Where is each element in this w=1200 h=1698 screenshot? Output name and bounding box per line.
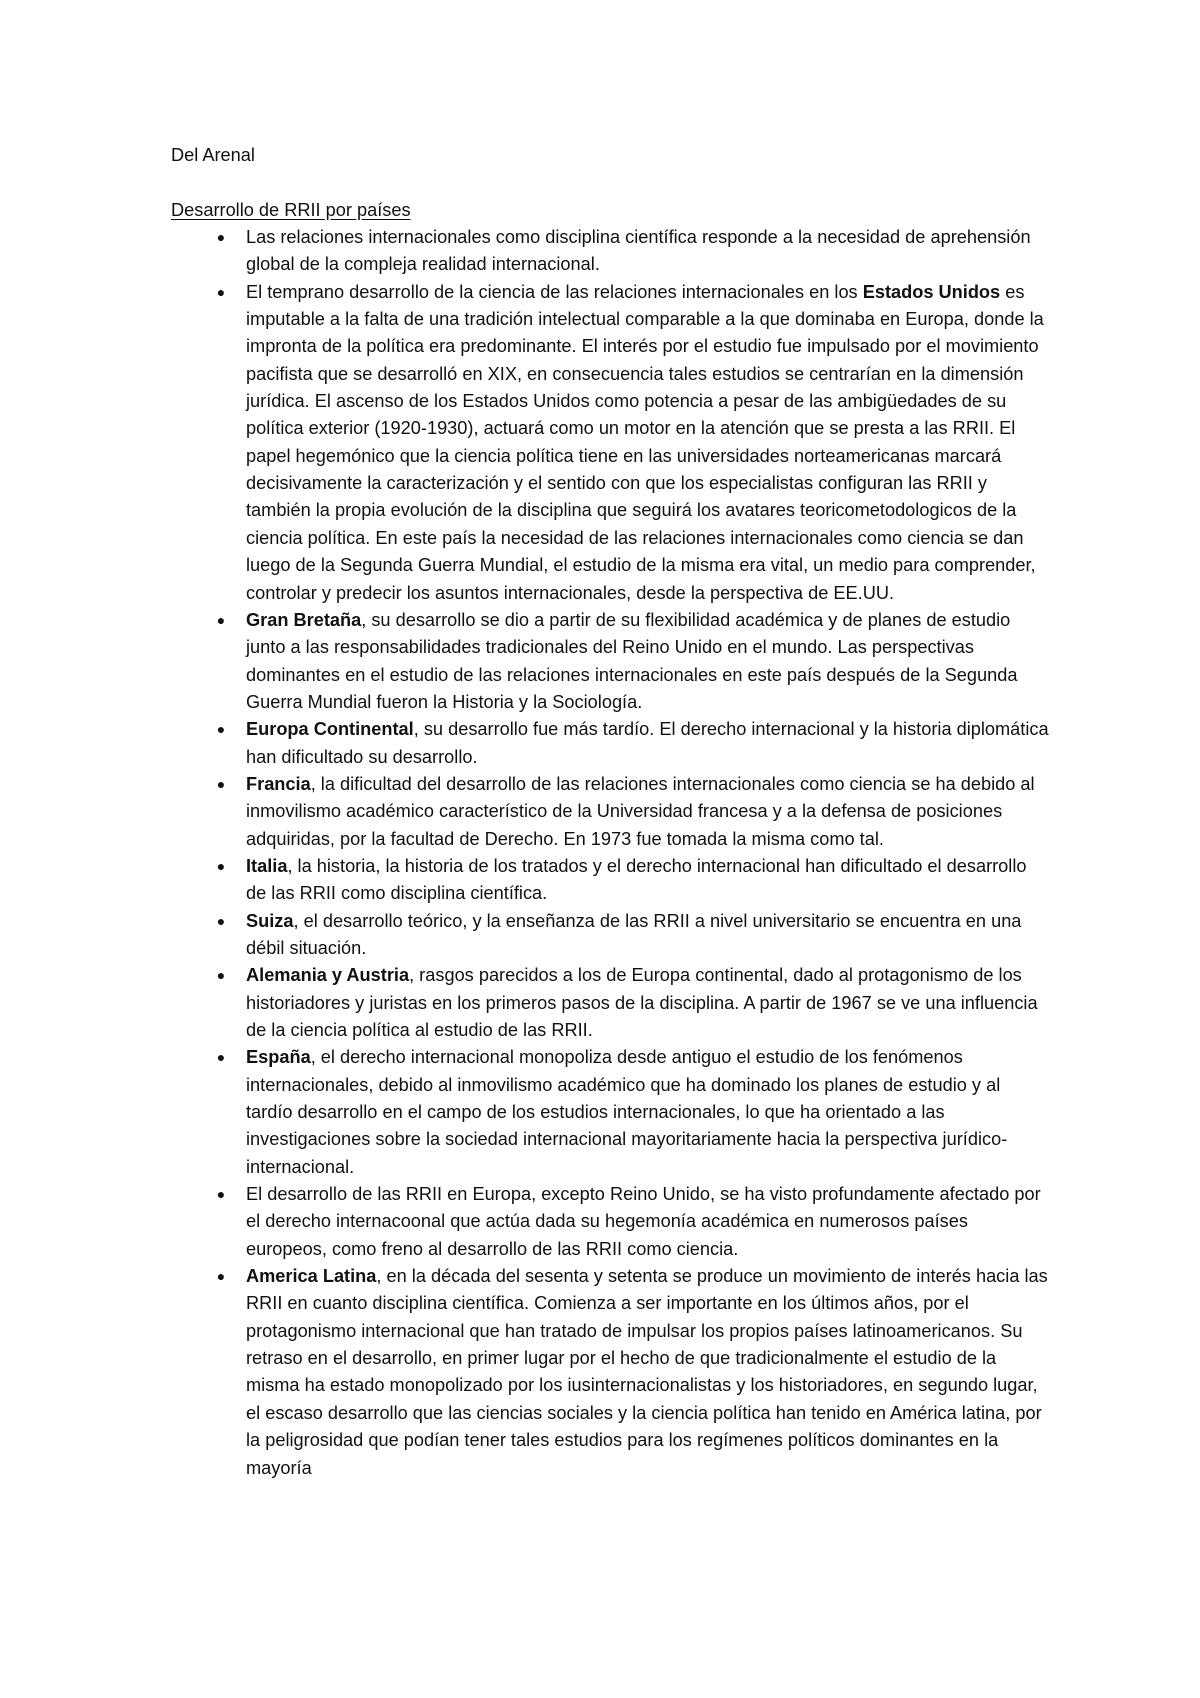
document-title: Del Arenal xyxy=(171,145,255,165)
item-text: Las relaciones internacionales como disciplina científica responde a la necesidad de aprehensión global de la compleja realidad internacional. xyxy=(246,227,1031,275)
item-text: , su desarrollo se dio a partir de su flexibilidad académica y de planes de estudio junto a las responsabilidades tradicionales del Reino Unido en el mundo. Las perspectivas dominantes en el estudio de las relaciones internacionales en este país después de la Segunda Guerra Mundial fueron la Historia y la Sociología. xyxy=(246,609,1018,712)
list-item xyxy=(171,279,1051,607)
item-bold-term: Italia xyxy=(246,855,288,876)
item-bold-term: Estados Unidos xyxy=(862,281,1001,302)
list-item xyxy=(171,1181,1051,1263)
bullet-icon: ● xyxy=(216,857,226,874)
bullet-icon: ● xyxy=(216,721,226,738)
bullet-icon: ● xyxy=(216,1049,226,1066)
item-bold-term: Suiza xyxy=(246,910,294,931)
list-item xyxy=(171,771,1051,853)
item-text: El desarrollo de las RRII en Europa, excepto Reino Unido, se ha visto profundamente afectado por el derecho internacoonal que actúa dada su hegemonía académica en numerosos países europeos, como freno al desarrollo de las RRII como ciencia. xyxy=(246,1184,1041,1259)
item-bold-term: España xyxy=(246,1047,311,1068)
list-item xyxy=(171,607,1051,716)
bullet-icon: ● xyxy=(216,967,226,984)
item-bold-term: Gran Bretaña xyxy=(246,609,362,630)
item-text: , la dificultad del desarrollo de las relaciones internacionales como ciencia se ha debido al inmovilismo académico característico de la Universidad francesa y a la defensa de posiciones adquiridas, por la facultad de Derecho. En 1973 fue tomada la misma como tal. xyxy=(246,773,1035,849)
item-lead-text: El temprano desarrollo de la ciencia de las relaciones internacionales en los xyxy=(246,281,863,302)
list-item xyxy=(171,224,1051,279)
section-heading: Desarrollo de RRII por países xyxy=(171,199,411,220)
bullet-icon: ● xyxy=(216,912,226,929)
list-item xyxy=(171,908,1051,963)
blank-line xyxy=(171,169,1051,196)
item-bold-term: Europa Continental xyxy=(246,719,414,740)
item-text: , el desarrollo teórico, y la enseñanza de las RRII a nivel universitario se encuentra en una débil situación. xyxy=(246,910,1022,958)
item-bold-term: Alemania y Austria xyxy=(246,965,410,986)
bullet-icon: ● xyxy=(216,1268,226,1285)
bullet-icon: ● xyxy=(216,283,226,300)
item-text: , rasgos parecidos a los de Europa continental, dado al protagonismo de los historiadores y juristas en los primeros pasos de la disciplina. A partir de 1967 se ve una influencia de la ciencia política al estudio de las RRII. xyxy=(246,965,1038,1040)
bullet-icon: ● xyxy=(216,1186,226,1203)
list-item xyxy=(171,1044,1051,1181)
list-item xyxy=(171,962,1051,1044)
bullet-icon: ● xyxy=(216,611,226,628)
bullet-icon: ● xyxy=(216,229,226,246)
list-item xyxy=(171,1263,1051,1482)
item-bold-term: America Latina xyxy=(246,1266,377,1287)
item-text: , su desarrollo fue más tardío. El derecho internacional y la historia diplomática han dificultado su desarrollo. xyxy=(246,719,1049,767)
list-item xyxy=(171,716,1051,771)
item-text: , el derecho internacional monopoliza desde antiguo el estudio de los fenómenos internacionales, debido al inmovilismo académico que ha dominado los planes de estudio y al tardío desarrollo en el campo de los estudios internacionales, lo que ha orientado a las investigaciones sobre la sociedad internacional mayoritariamente hacia la perspectiva jurídico-internacional. xyxy=(246,1047,1008,1177)
document-body xyxy=(171,142,1051,1482)
item-bold-term: Francia xyxy=(246,773,311,794)
list-item xyxy=(171,853,1051,908)
item-text: es imputable a la falta de una tradición intelectual comparable a la que dominaba en Europa, donde la impronta de la política era predominante. El interés por el estudio fue impulsado por el movimiento pacifista que se desarrolló en XIX, en consecuencia tales estudios se centrarían en la dimensión jurídica. El ascenso de los Estados Unidos como potencia a pesar de las ambigüedades de su política exterior (1920-1930), actuará como un motor en la atención que se presta a las RRII. El papel hegemónico que la ciencia política tiene en las universidades norteamericanas marcará decisivamente la caracterización y el sentido con que los especialistas configuran las RRII y también la propia evolución de la disciplina que seguirá los avatares teoricometodologicos de la ciencia política. En este país la necesidad de las relaciones internacionales como ciencia se dan luego de la Segunda Guerra Mundial, el estudio de la misma era vital, un medio para comprender, controlar y predecir los asuntos internacionales, desde la perspectiva de EE.UU. xyxy=(246,281,1044,603)
item-text: , en la década del sesenta y setenta se produce un movimiento de interés hacia las RRII en cuanto disciplina científica. Comienza a ser importante en los últimos años, por el protagonismo internacional que han tratado de impulsar los propios países latinoamericanos. Su retraso en el desarrollo, en primer lugar por el hecho de que tradicionalmente el estudio de la misma ha estado monopolizado por los iusinternacionalistas y los historiadores, en segundo lugar, el escaso desarrollo que las ciencias sociales y la ciencia política han tenido en América latina, por la peligrosidad que podían tener tales estudios para los regímenes políticos dominantes en la mayoría xyxy=(246,1266,1048,1478)
bullet-list xyxy=(171,224,1051,1482)
item-text: , la historia, la historia de los tratados y el derecho internacional han dificultado el desarrollo de las RRII como disciplina científica. xyxy=(246,855,1027,904)
bullet-icon: ● xyxy=(216,775,226,792)
